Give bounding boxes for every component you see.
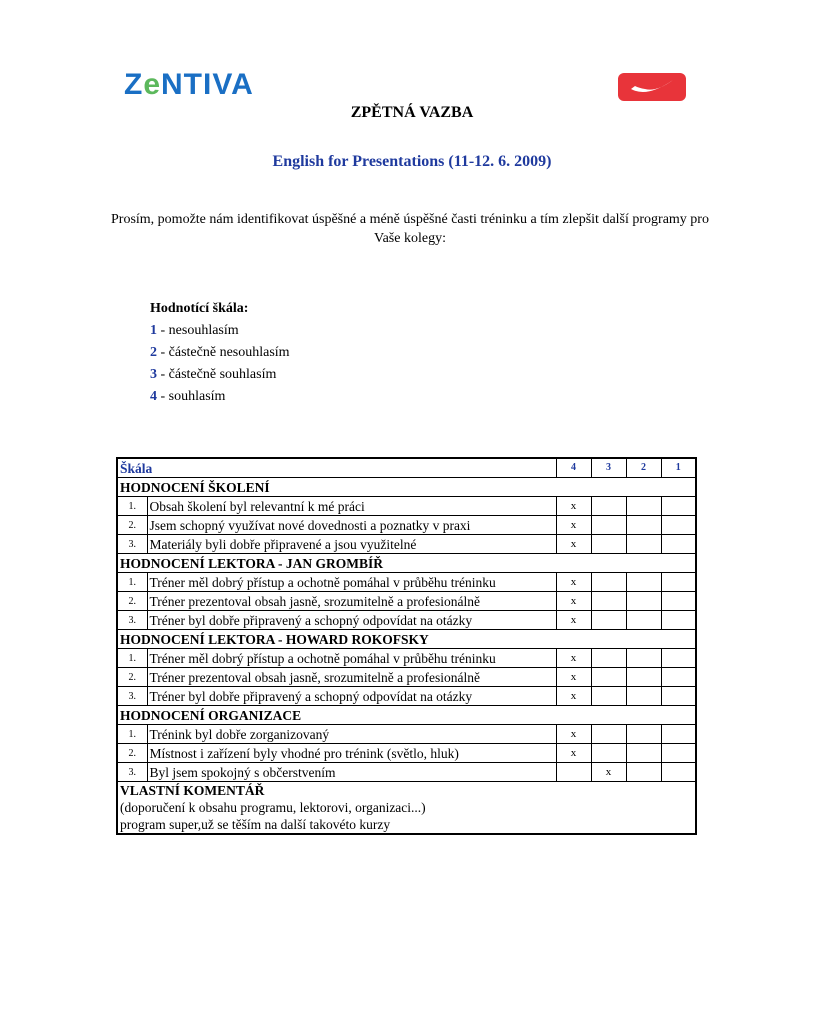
question-row [117,535,696,554]
zentiva-logo: ZeNTIVA [124,68,254,101]
comment-title: VLASTNÍ KOMENTÁŘ [120,783,265,798]
scale-item: 3 - částečně souhlasím [150,367,277,382]
rating-cell[interactable] [626,687,661,706]
rating-cell[interactable] [661,725,696,744]
question-index: 3. [117,687,147,706]
question-text: Jsem schopný využívat nové dovednosti a poznatky v praxi [147,516,556,535]
rating-cell[interactable] [626,611,661,630]
question-row [117,687,696,706]
rating-cell[interactable] [626,668,661,687]
question-text: Obsah školení byl relevantní k mé práci [147,497,556,516]
section-header-row [117,630,696,649]
rating-cell[interactable] [591,744,626,763]
section-title: HODNOCENÍ LEKTORA - JAN GROMBÍŘ [117,554,696,573]
question-index: 1. [117,725,147,744]
rating-cell[interactable]: x [556,687,591,706]
rating-cell[interactable] [661,592,696,611]
rating-cell[interactable]: x [556,725,591,744]
question-index: 1. [117,497,147,516]
section-title: HODNOCENÍ ORGANIZACE [117,706,696,725]
rating-cell[interactable] [626,516,661,535]
rating-cell[interactable]: x [556,744,591,763]
rating-cell[interactable]: x [556,611,591,630]
rating-cell[interactable] [626,725,661,744]
rating-cell[interactable] [661,497,696,516]
column-header: 3 [591,458,626,478]
question-row [117,497,696,516]
section-header-row [117,478,696,497]
question-row [117,516,696,535]
rating-cell[interactable] [626,649,661,668]
scale-item: 1 - nesouhlasím [150,323,239,338]
rating-cell[interactable] [591,592,626,611]
rating-cell[interactable] [661,516,696,535]
question-row [117,763,696,782]
column-header: 1 [661,458,696,478]
question-text: Tréner měl dobrý přístup a ochotně pomáhal v průběhu tréninku [147,573,556,592]
rating-cell[interactable] [661,744,696,763]
rating-cell[interactable] [556,763,591,782]
rating-cell[interactable] [626,763,661,782]
rating-cell[interactable] [661,535,696,554]
red-checkmark-badge-icon [617,72,687,107]
question-index: 1. [117,573,147,592]
question-text: Tréner měl dobrý přístup a ochotně pomáhal v průběhu tréninku [147,649,556,668]
rating-cell[interactable]: x [556,592,591,611]
comment-box[interactable] [117,782,696,835]
question-index: 3. [117,535,147,554]
table-header-row [117,458,696,478]
rating-cell[interactable] [591,687,626,706]
rating-cell[interactable]: x [556,668,591,687]
rating-cell[interactable] [591,611,626,630]
question-index: 2. [117,592,147,611]
rating-cell[interactable] [626,497,661,516]
rating-cell[interactable] [626,535,661,554]
question-text: Materiály byli dobře připravené a jsou využitelné [147,535,556,554]
document-title: ZPĚTNÁ VAZBA [350,104,474,121]
intro-text: Prosím, pomožte nám identifikovat úspěšné a méně úspěšné časti tréninku a tím zlepšit další programy pro Vaše kolegy: [111,212,709,246]
rating-cell[interactable] [626,573,661,592]
course-title: English for Presentations (11-12. 6. 2009) [272,153,552,170]
question-row [117,573,696,592]
question-row [117,744,696,763]
question-index: 3. [117,763,147,782]
question-row [117,668,696,687]
rating-cell[interactable] [626,744,661,763]
rating-cell[interactable] [591,535,626,554]
rating-cell[interactable] [626,592,661,611]
question-text: Byl jsem spokojný s občerstvením [147,763,556,782]
feedback-table [116,457,697,835]
rating-cell[interactable] [661,763,696,782]
scale-item: 4 - souhlasím [150,389,226,404]
rating-cell[interactable]: x [556,516,591,535]
rating-cell[interactable] [591,649,626,668]
section-header-row [117,706,696,725]
rating-cell[interactable] [591,497,626,516]
question-text: Trénink byl dobře zorganizovaný [147,725,556,744]
question-index: 1. [117,649,147,668]
rating-cell[interactable]: x [591,763,626,782]
rating-cell[interactable] [591,516,626,535]
column-header: 2 [626,458,661,478]
question-text: Tréner byl dobře připravený a schopný odpovídat na otázky [147,611,556,630]
rating-cell[interactable] [661,668,696,687]
question-row [117,725,696,744]
rating-cell[interactable]: x [556,497,591,516]
rating-cell[interactable] [591,725,626,744]
section-title: HODNOCENÍ ŠKOLENÍ [117,478,696,497]
section-title: HODNOCENÍ LEKTORA - HOWARD ROKOFSKY [117,630,696,649]
section-header-row [117,554,696,573]
question-text: Místnost i zařízení byly vhodné pro trénink (světlo, hluk) [147,744,556,763]
rating-cell[interactable] [661,687,696,706]
question-row [117,611,696,630]
rating-cell[interactable] [661,573,696,592]
column-header: 4 [556,458,591,478]
rating-cell[interactable]: x [556,573,591,592]
rating-cell[interactable] [661,649,696,668]
rating-scale [150,298,290,408]
question-row [117,649,696,668]
question-text: Tréner prezentoval obsah jasně, srozumitelně a profesionálně [147,592,556,611]
question-text: Tréner byl dobře připravený a schopný odpovídat na otázky [147,687,556,706]
question-row [117,592,696,611]
rating-cell[interactable]: x [556,649,591,668]
question-index: 3. [117,611,147,630]
question-index: 2. [117,668,147,687]
rating-cell[interactable] [591,668,626,687]
scale-item: 2 - částečně nesouhlasím [150,345,290,360]
rating-cell[interactable]: x [556,535,591,554]
question-index: 2. [117,516,147,535]
comment-row [117,782,696,835]
question-text: Tréner prezentoval obsah jasně, srozumitelně a profesionálně [147,668,556,687]
comment-hint: (doporučení k obsahu programu, lektorovi, organizaci...) [120,800,426,815]
question-index: 2. [117,744,147,763]
scale-header-label: Škála [117,458,556,478]
comment-text: program super,už se těším na další takovéto kurzy [120,817,391,832]
rating-cell[interactable] [661,611,696,630]
rating-scale-heading: Hodnotící škála: [150,301,249,316]
rating-cell[interactable] [591,573,626,592]
